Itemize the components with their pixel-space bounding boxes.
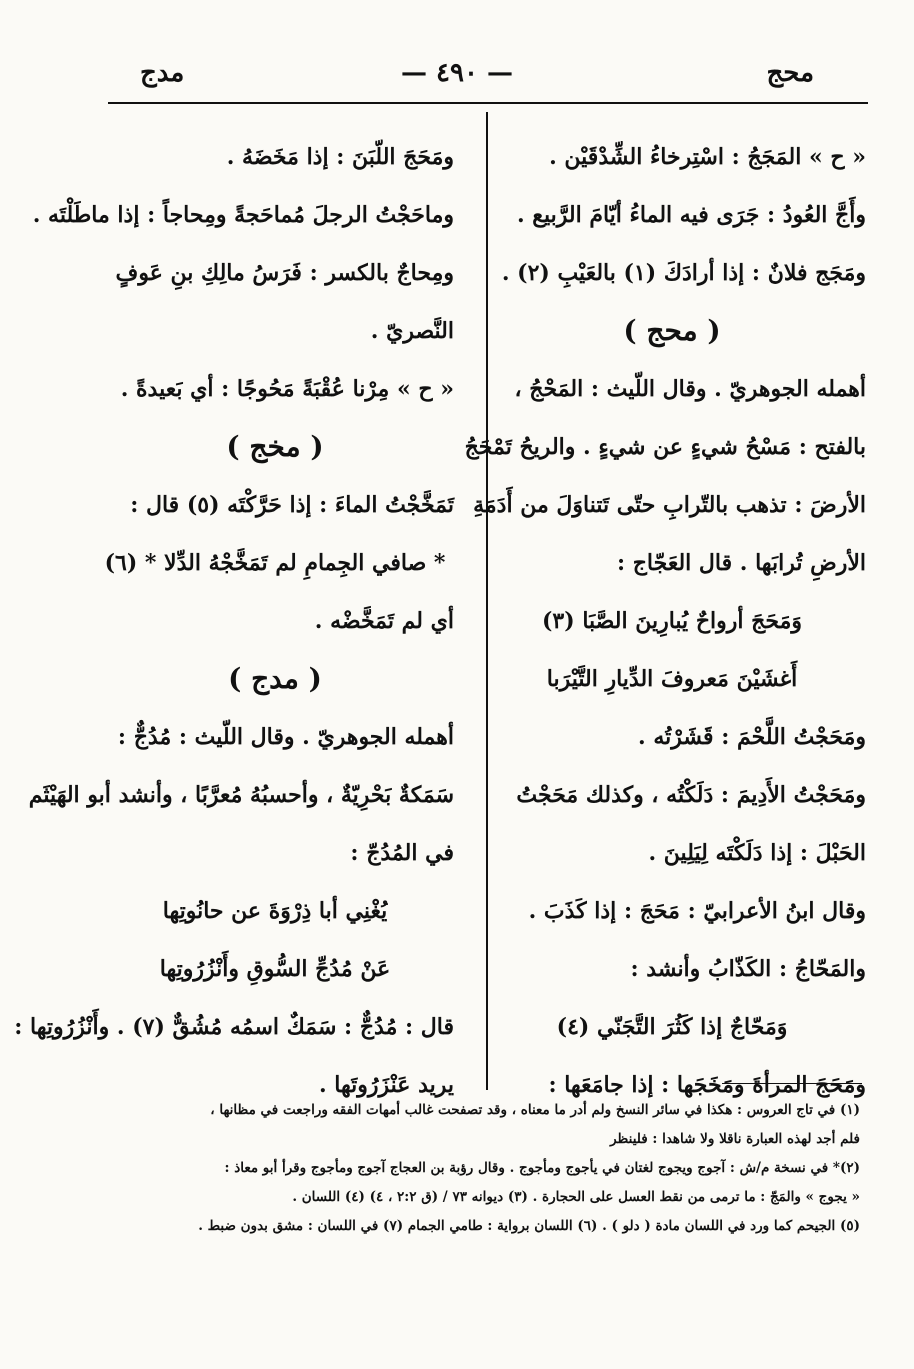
left-column-line: تَمَخَّجْتُ الماءَ : إذا حَرَّكْتَه (٥) قال : [130,492,454,518]
footnote-line: (٥) الجيحم كما ورد في اللسان مادة ( دلو ) . (٦) اللسان برواية : طامي الجمام (٧) في اللسان : مشق بدون ضبط . [198,1218,860,1234]
right-column-verse: أَغشَيْنَ مَعروفَ الدِّيارِ التَّيْرَبا [546,666,798,692]
right-column-line: الأرضَ : تذهب بالتّرابِ حتّى تَتناوَلَ من أَدَمَةِ [473,492,866,518]
header-rule [108,102,868,104]
right-column-line: ومَحَجْتُ الأَدِيمَ : دَلَكْتُه ، وكذلك مَحَجْتُ [516,782,866,808]
left-column-line: سَمَكةٌ بَحْرِيّةٌ ، وأحسبُهُ مُعرَّبًا ، وأنشد أبو الهَيْثَم [28,782,454,808]
left-column-verse: * صافي الجِمامِ لم تَمَخَّجْهُ الدِّلا * (٦) [104,550,446,576]
right-column-line: وأَجَّ العُودُ : جَرَى فيه الماءُ أيّامَ الرَّبيع . [516,202,866,228]
right-column-verse: وَمَحّاجٌ إذا كَثُرَ التَّجَنّي (٤) [556,1014,788,1040]
left-column-line: وماحَجْتُ الرجلَ مُماحَجةً ومِحاجاً : إذا ماطَلْتَه . [32,202,454,228]
footnote-line: « يجوج » والمَجّ : ما ترمى من نقط العسل على الحجارة . (٣) ديوانه ٧٣ / (ق ٢:٢ ، ٤) (٤) اللسان . [292,1189,860,1205]
left-column-line: ومِحاجٌ بالكسر : فَرَسُ مالِكِ بنِ عَوفٍ [115,260,454,286]
footnote-line: فلم أجد لهذه العبارة ناقلا ولا شاهدا : فلينظر [610,1131,860,1147]
right-column-line: ومَحَجَ المرأةَ ومَخَجَها : إذا جامَعَها : [548,1072,866,1098]
header-right-word: محج [766,58,814,88]
left-column-line: في المُدُجّ : [350,840,454,866]
right-column-line: ومَحَجْتُ اللَّحْمَ : قَشَرْتُه . [638,724,866,750]
right-column-line: « ح » المَجَجُ : اسْتِرخاءُ الشِّدْقَيْن . [549,144,866,170]
right-column-line: الحَبْلَ : إذا دَلَكْتَه لِيَلِينَ . [648,840,866,866]
left-column [14,128,454,1114]
right-column-heading: ( محج ) [623,314,721,347]
left-column-verse: يُغْنِي أبا ذِرْوَةَ عن حانُوتِها [162,898,388,924]
header-left-word: مدج [140,58,185,88]
left-column-line: يريد عَنْزَرُوتَها . [318,1072,454,1098]
footnote-line: (٢)* في نسخة م/ش : آجوج ويجوج لغتان في يأجوج ومأجوج . وقال رؤبة بن العجاج آجوج ومأجوج وقرأ أبو معاذ : [224,1160,860,1176]
left-column-line: « ح » مِرْنا عُقْبَةً مَحُوجًا : أي بَعيدةً . [120,376,454,402]
right-column-verse: وَمَحَجَ أرواحٌ يُبارِينَ الصَّبَا (٣) [542,608,802,634]
right-column [464,128,866,1114]
page-number: — ٤٩٠ — [400,58,514,88]
left-column-verse: عَنْ مُدُجِّ السُّوقِ وأَنْزُرُوتِها [159,956,391,982]
footnote-rule [722,1083,862,1084]
left-column-line: أهمله الجوهريّ . وقال اللّيث : مُدُجٌّ : [117,724,454,750]
left-column-heading: ( مدج ) [228,662,322,695]
left-column-heading: ( مخج ) [226,430,324,463]
right-column-line: بالفتح : مَسْحُ شيءٍ عن شيءٍ . والريحُ تَمْحَجُ [464,434,866,460]
left-column-line: النَّصريّ . [370,318,454,344]
running-header [0,58,914,102]
right-column-line: ومَجَج فلانٌ : إذا أرادَكَ (١) بالعَيْبِ (٢) . [501,260,866,286]
right-column-line: الأرضِ تُرابَها . قال العَجّاج : [616,550,866,576]
left-column-line: قال : مُدُجٌّ : سَمَكٌ اسمُه مُشُقٌّ (٧) . وأَنْزُرُوتِها : [14,1014,454,1040]
right-column-line: أهمله الجوهريّ . وقال اللّيث : المَحْجُ ، [514,376,866,402]
footnote-line: (١) في تاج العروس : هكذا في سائر النسخ ولم أدر ما معناه ، وقد تصفحت غالب أمهات الفقه وراجعت في مظانها ، [210,1102,860,1118]
right-column-line: والمَحّاجُ : الكَذّابُ وأنشد : [630,956,866,982]
right-column-line: وقال ابنُ الأعرابيّ : مَحَجَ : إذا كَذَبَ . [528,898,866,924]
left-column-line: أي لم تَمَخَّضْه . [314,608,454,634]
footnotes [100,1096,860,1241]
left-column-line: ومَحَجَ اللّبَنَ : إذا مَخَضَهُ . [226,144,454,170]
